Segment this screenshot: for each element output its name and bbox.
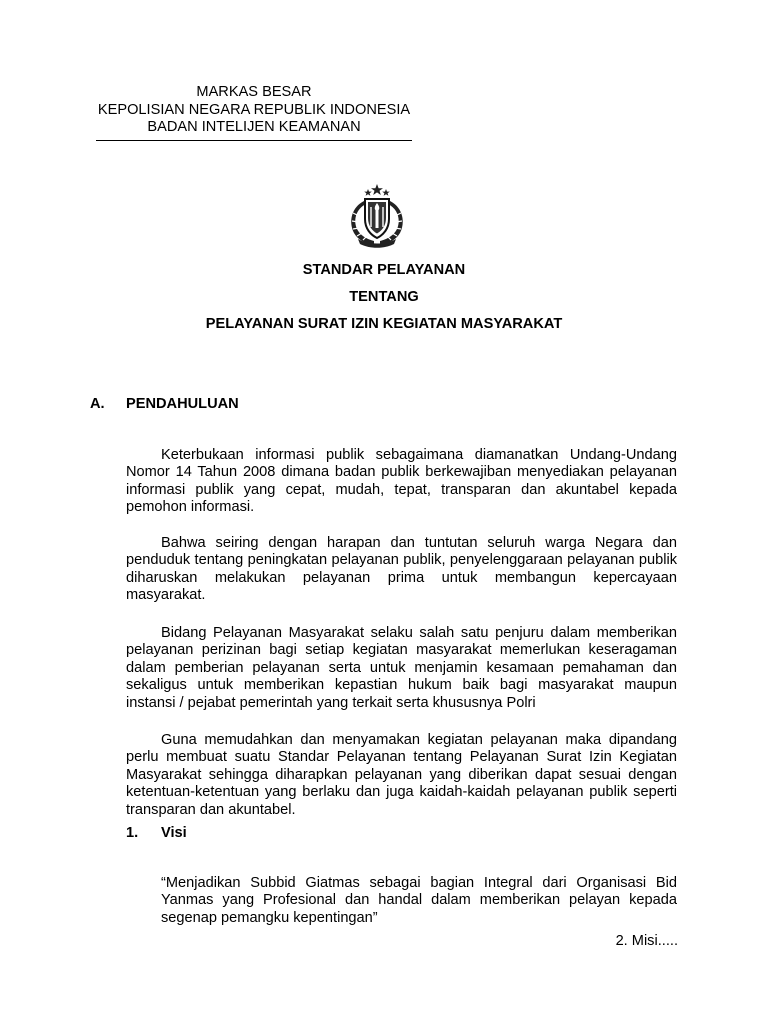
paragraph-1: Keterbukaan informasi publik sebagaimana diamanatkan Undang-Undang Nomor 14 Tahun 2008 dimana badan publik berkewajiban menyediakan pelayanan informasi publik yang cepat, mudah, tepat, transparan dan akuntabel kepada pemohon informasi.	[126, 446, 677, 516]
visi-heading	[126, 824, 187, 842]
document-title	[90, 262, 678, 343]
paragraph-4: Guna memudahkan dan menyamakan kegiatan pelayanan maka dipandang perlu membuat suatu Standar Pelayanan tentang Pelayanan Surat Izin Kegiatan Masyarakat sehingga diharapkan pelayanan yang diberikan dapat sesuai dengan ketentuan-ketentuan yang berlaku dan juga kaidah-kaidah pelayanan publik seperti transparan dan akuntabel.	[126, 731, 677, 818]
paragraph-2: Bahwa seiring dengan harapan dan tuntutan seluruh warga Negara dan penduduk tentang peningkatan pelayanan publik, penyelenggaraan pelayanan publik diharuskan melakukan pelayanan prima untuk membangun kepercayaan masyarakat.	[126, 534, 677, 604]
visi-marker: 1.	[126, 825, 139, 841]
paragraph-3: Bidang Pelayanan Masyarakat selaku salah satu penjuru dalam memberikan pelayanan perizinan bagi setiap kegiatan masyarakat memerlukan keseragaman dalam pemberian pelayanan serta untuk menjamin kesamaan pemahaman dan sekaligus untuk memberikan kepastian hukum baik bagi masyarakat maupun instansi / pejabat pemerintah yang terkait serta khususnya Polri	[126, 624, 677, 711]
police-emblem-icon	[344, 183, 410, 249]
title-line-1: STANDAR PELAYANAN	[302, 262, 466, 278]
visi-title: Visi	[161, 825, 187, 841]
letterhead	[92, 84, 416, 141]
letterhead-line-3: BADAN INTELIJEN KEAMANAN	[147, 119, 361, 135]
title-line-3: PELAYANAN SURAT IZIN KEGIATAN MASYARAKAT	[205, 316, 563, 332]
section-a-heading	[90, 395, 239, 413]
letterhead-underline	[96, 140, 412, 141]
letterhead-line-1: MARKAS BESAR	[196, 84, 312, 100]
continuation-marker: 2. Misi.....	[615, 933, 678, 949]
visi-statement: “Menjadikan Subbid Giatmas sebagai bagian Integral dari Organisasi Bid Yanmas yang Profesional dan handal dalam memberikan pelayan kepada segenap pemangku kepentingan”	[161, 874, 677, 926]
letterhead-line-2: KEPOLISIAN NEGARA REPUBLIK INDONESIA	[97, 101, 411, 118]
section-a-marker: A.	[90, 396, 105, 412]
title-line-2: TENTANG	[349, 289, 419, 305]
section-a-title: PENDAHULUAN	[126, 396, 239, 412]
